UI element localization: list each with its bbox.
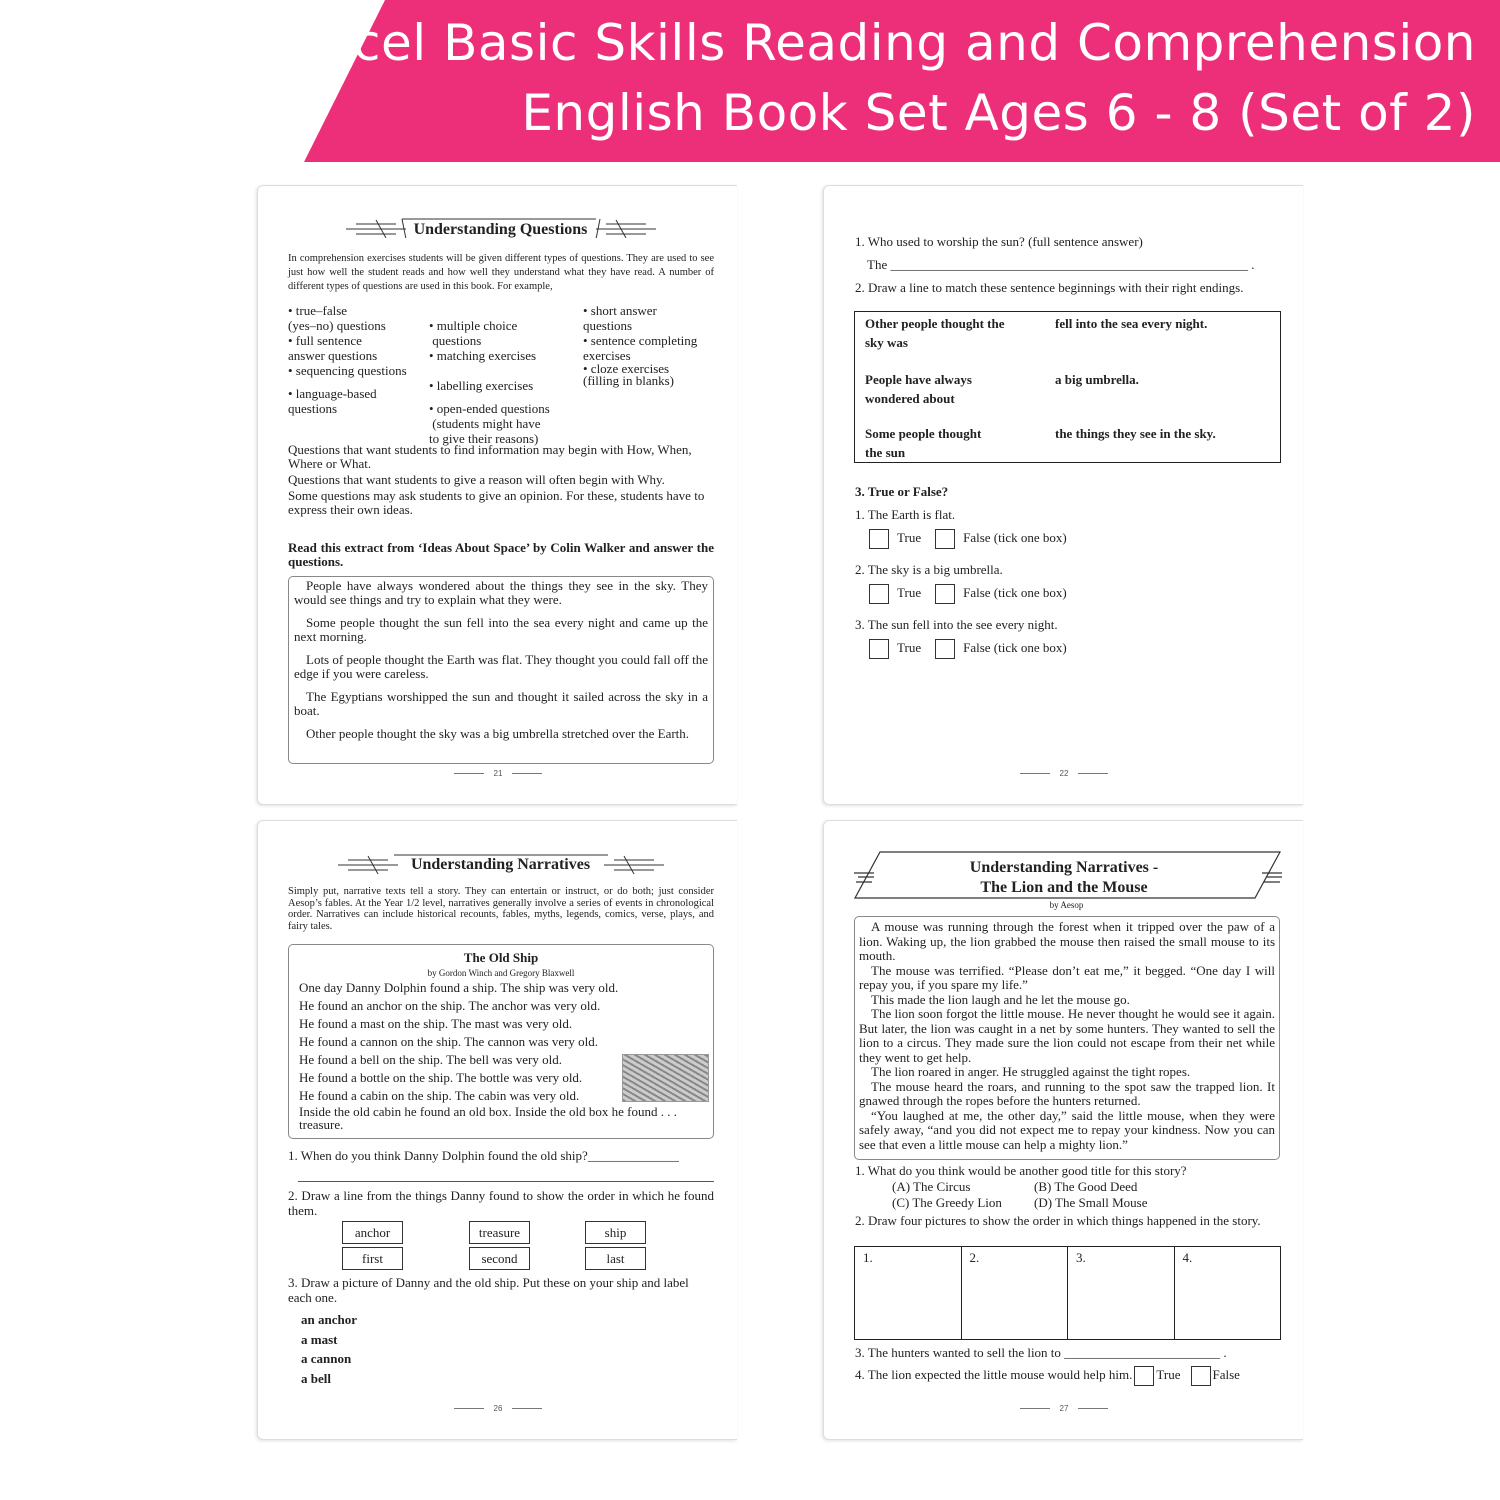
list-item: (filling in blanks) <box>583 373 674 388</box>
false-checkbox[interactable] <box>1191 1366 1211 1386</box>
story-line: He found a mast on the ship. The mast was very old. <box>299 1016 573 1031</box>
story-line: He found a bell on the ship. The bell was very old. <box>299 1052 562 1067</box>
page-26 <box>257 820 737 1440</box>
page-title: Understanding Questions <box>413 221 588 238</box>
list-item: questions <box>583 318 633 333</box>
question-2: 2. Draw a line from the things Danny found to show the order in which he found them. <box>288 1188 714 1218</box>
story-box <box>288 944 714 1139</box>
story-paragraph: A mouse was running through the forest when it tripped over the paw of a lion. Waking up, the lion grabbed the mouse then raised the small mouse to its mouth. <box>859 919 1275 963</box>
match-right[interactable]: fell into the sea every night. <box>1055 316 1208 331</box>
tf-row <box>869 529 1067 549</box>
label-item: a bell <box>301 1370 331 1386</box>
story-box <box>854 916 1280 1160</box>
match-left[interactable]: People have always wondered about <box>865 372 972 406</box>
list-item: (students might have <box>429 416 541 431</box>
page-number-text: 26 <box>493 1404 503 1413</box>
story-paragraph: The mouse was terrified. “Please don’t eat me,” it begged. “One day I will repay you, if you spare my life.” <box>859 962 1275 992</box>
question-3: 3. Draw a picture of Danny and the old ship. Put these on your ship and label each one. <box>288 1275 689 1305</box>
list-item: • sequencing questions <box>288 363 407 378</box>
question-2: 2. Draw a line to match these sentence beginnings with their right endings. <box>855 280 1244 295</box>
match-right[interactable]: a big umbrella. <box>1055 372 1139 387</box>
match-left[interactable]: Some people thought the sun <box>865 426 982 460</box>
list-item: • open-ended questions <box>429 401 550 416</box>
list-item: (yes–no) questions <box>288 318 386 333</box>
list-item: • labelling exercises <box>429 378 534 393</box>
true-checkbox[interactable] <box>869 639 889 659</box>
list-item: • cloze exercises <box>583 361 670 376</box>
question-1: 1. What do you think would be another good title for this story? <box>855 1163 1187 1178</box>
page-number <box>258 769 738 778</box>
false-label: False (tick one box) <box>963 584 1067 600</box>
word-box[interactable]: anchor <box>342 1221 403 1244</box>
order-box[interactable]: last <box>585 1247 646 1270</box>
picture-cell[interactable]: 3. <box>1068 1247 1175 1339</box>
extract-box <box>288 576 714 764</box>
story-paragraph: The lion soon forgot the little mouse. He never thought he would see it again. But later, the lion was caught in a net by some hunters. They wanted to sell the lion to a circus. They made sure the lion could not escape from their net while they went to get help. <box>859 1006 1275 1065</box>
extract-paragraph: People have always wondered about the things they see in the sky. They would see things and try to explain what they were. <box>294 578 708 607</box>
word-box[interactable]: ship <box>585 1221 646 1244</box>
extract-paragraph: The Egyptians worshipped the sun and thought it sailed across the sky in a boat. <box>294 689 708 718</box>
page-number <box>824 1404 1304 1413</box>
note-text: Some questions may ask students to give an opinion. For these, students have to express their own ideas. <box>288 488 705 517</box>
banner-title-line1: Excel Basic Skills Reading and Comprehension <box>291 14 1476 72</box>
false-checkbox[interactable] <box>935 639 955 659</box>
option[interactable]: (B) The Good Deed <box>1034 1179 1138 1194</box>
false-checkbox[interactable] <box>935 584 955 604</box>
matching-table <box>854 311 1281 463</box>
label-item: a cannon <box>301 1351 352 1366</box>
order-box[interactable]: first <box>342 1247 403 1270</box>
question-notes <box>288 443 714 517</box>
picture-cell[interactable]: 1. <box>855 1247 962 1339</box>
story-line: He found a bottle on the ship. The bottle was very old. <box>299 1070 583 1085</box>
statement: 3. The sun fell into the see every night. <box>855 617 1058 632</box>
story-paragraph: The mouse heard the roars, and running to the spot saw the trapped lion. It gnawed through the ropes before the hunters returned. <box>859 1078 1275 1108</box>
list-item: • short answer <box>583 303 657 318</box>
title-line: Understanding Narratives - <box>969 859 1159 876</box>
story-line: He found a cannon on the ship. The cannon was very old. <box>299 1034 599 1049</box>
list-item: • multiple choice <box>429 318 518 333</box>
list-item: questions <box>288 401 338 416</box>
story-line: He found a cabin on the ship. The cabin was very old. <box>299 1088 580 1103</box>
story-line: He found an anchor on the ship. The anchor was very old. <box>299 998 601 1013</box>
note-text: Questions that want students to give a reason will often begin with Why. <box>288 472 665 487</box>
story-paragraph: This made the lion laugh and he let the mouse go. <box>871 991 1130 1007</box>
picture-cell[interactable]: 4. <box>1182 1250 1193 1265</box>
page-number-text: 21 <box>493 769 503 778</box>
picture-grid <box>854 1246 1281 1340</box>
tf-row <box>869 639 1067 659</box>
list-item: • matching exercises <box>429 348 537 363</box>
order-box[interactable]: second <box>469 1247 530 1270</box>
true-label: True <box>897 529 922 545</box>
question-1: 1. When do you think Danny Dolphin found the old ship?______________ <box>288 1148 679 1163</box>
true-checkbox[interactable] <box>869 584 889 604</box>
false-label: False (tick one box) <box>963 529 1067 545</box>
title-line: The Lion and the Mouse <box>980 879 1148 896</box>
page-21 <box>257 185 737 805</box>
picture-cell[interactable]: 2. <box>962 1247 1069 1339</box>
list-item: • full sentence <box>288 333 362 348</box>
title-banner <box>0 0 1500 162</box>
list-item: questions <box>429 333 482 348</box>
story-line: Inside the old cabin he found an old box. Inside the old box he found . . . treasure. <box>299 1104 678 1132</box>
false-checkbox[interactable] <box>935 529 955 549</box>
label-list <box>301 1310 357 1388</box>
story-author: by Gordon Winch and Gregory Blaxwell <box>427 968 575 978</box>
question-types-col1 <box>288 303 428 416</box>
page-number <box>824 769 1304 778</box>
question-4-text: 4. The lion expected the little mouse would help him. <box>855 1366 1133 1382</box>
intro-text: In comprehension exercises students will be given different types of questions. They are used to see just how well the student reads and how well they understand what they have read. A number of different types of questions are used in this book. For example, <box>288 253 714 292</box>
page-number-text: 22 <box>1059 769 1069 778</box>
page-title <box>824 858 1304 898</box>
list-item: • sentence completing <box>583 333 698 348</box>
story-paragraph: The lion roared in anger. He struggled against the tight ropes. <box>871 1064 1191 1079</box>
story-title: The Old Ship <box>463 950 539 965</box>
false-label: False (tick one box) <box>963 639 1067 655</box>
label-item: a mast <box>301 1331 338 1347</box>
true-label: True <box>897 584 922 600</box>
page-title: Understanding Narratives <box>410 856 591 873</box>
statement: 1. The Earth is flat. <box>855 507 956 522</box>
false-label: False <box>1212 1366 1240 1382</box>
match-left[interactable]: Other people thought the sky was <box>865 316 1005 350</box>
extract-paragraph: Lots of people thought the Earth was flat. They thought you could fall off the edge if you were careless. <box>294 652 708 681</box>
question-4 <box>855 1366 1240 1386</box>
option[interactable]: (C) The Greedy Lion <box>892 1195 1002 1210</box>
option[interactable]: (A) The Circus <box>892 1179 971 1194</box>
list-item: to give their reasons) <box>429 431 539 446</box>
match-right[interactable]: the things they see in the sky. <box>1055 426 1216 441</box>
true-checkbox[interactable] <box>1134 1366 1154 1386</box>
word-box[interactable]: treasure <box>469 1221 530 1244</box>
question-3: 3. The hunters wanted to sell the lion to ________________________ . <box>855 1345 1227 1360</box>
extract-paragraph: Some people thought the sun fell into the sea every night and came up the next morning. <box>294 615 708 644</box>
label-item: an anchor <box>301 1312 357 1327</box>
statement: 2. The sky is a big umbrella. <box>855 562 1003 577</box>
true-label: True <box>1156 1366 1181 1382</box>
question-3: 3. True or False? <box>855 484 949 499</box>
page-22 <box>823 185 1303 805</box>
true-checkbox[interactable] <box>869 529 889 549</box>
options <box>892 1179 1192 1211</box>
question-types-col2 <box>429 303 579 461</box>
tf-row <box>869 584 1067 604</box>
intro-text: Simply put, narrative texts tell a story. They can entertain or instruct, or do both; just consider Aesop’s fables. At the Year 1/2 level, narratives generally involve a series of events in chronological order. Narratives can include historical recounts, fables, myths, legends, comics, verse, plays, and fairy tales. <box>288 886 714 932</box>
extract-paragraph: Other people thought the sky was a big umbrella stretched over the Earth. <box>306 726 690 741</box>
question-2: 2. Draw four pictures to show the order in which things happened in the story. <box>855 1213 1261 1228</box>
question-types-col3 <box>583 303 723 387</box>
list-item: • language-based <box>288 386 377 401</box>
page-27 <box>823 820 1303 1440</box>
extract-instruction: Read this extract from ‘Ideas About Space’ by Colin Walker and answer the questions. <box>288 540 714 569</box>
answer-line: The _______________________________________________________ . <box>867 257 1255 272</box>
list-item: • true–false <box>288 303 348 318</box>
list-item: answer questions <box>288 348 378 363</box>
story-line: One day Danny Dolphin found a ship. The ship was very old. <box>299 980 619 995</box>
answer-line[interactable] <box>298 1181 714 1182</box>
list-item: exercises <box>583 348 631 363</box>
option[interactable]: (D) The Small Mouse <box>1034 1195 1148 1210</box>
banner-title-line2: English Book Set Ages 6 - 8 (Set of 2) <box>521 84 1476 142</box>
true-label: True <box>897 639 922 655</box>
ship-illustration <box>622 1054 709 1102</box>
page-number <box>258 1404 738 1413</box>
story-paragraph: “You laughed at me, the other day,” said the little mouse, when they were safely away, “and you did not expect me to repay your kindness. Now you can see that even a little mouse can help a mighty lion.” <box>859 1107 1275 1152</box>
page-number-text: 27 <box>1059 1404 1069 1413</box>
note-text: Questions that want students to find information may begin with How, When, Where or What. <box>288 442 692 471</box>
question-1: 1. Who used to worship the sun? (full sentence answer) <box>855 234 1143 249</box>
story-author: by Aesop <box>1049 900 1084 910</box>
